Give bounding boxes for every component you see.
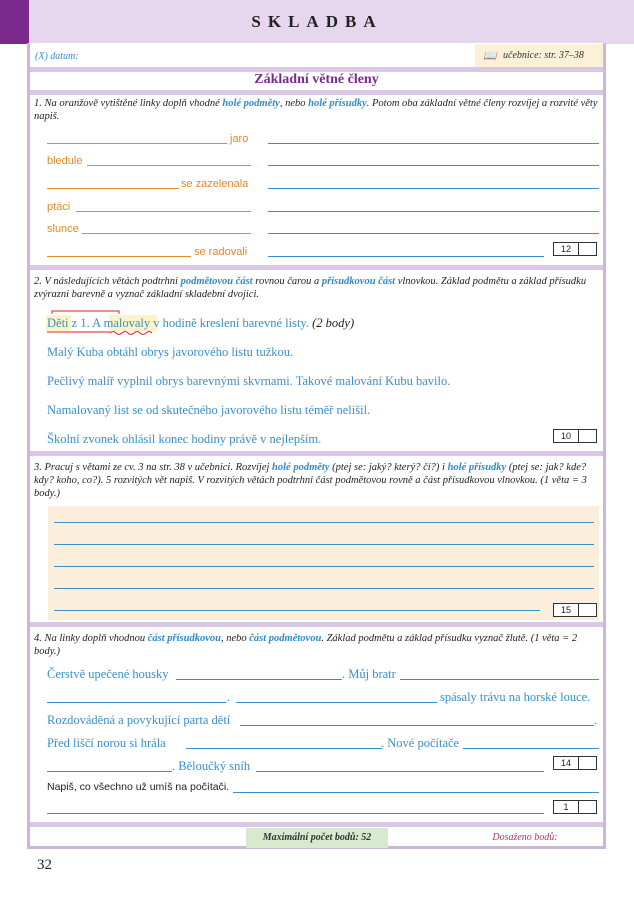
answer-line[interactable] [186, 748, 382, 749]
answer-line[interactable] [240, 725, 594, 726]
answer-line[interactable] [47, 813, 544, 814]
divider [30, 265, 603, 270]
wavy-underline [110, 332, 152, 335]
page-header [0, 0, 634, 44]
answer-line[interactable] [47, 143, 227, 144]
divider [30, 622, 603, 627]
answer-line[interactable] [54, 544, 594, 545]
task-2-instructions: 2. V následujících větách podtrhni podmětovou část rovnou čarou a přísudkovou část vlnovkou. Základ podmětu a základ přísudku zvýrazni barevně a vyznač základní skladební dvojici. [34, 276, 587, 300]
answer-line[interactable] [233, 792, 599, 793]
score-box[interactable]: 10 [553, 429, 597, 443]
sentence-part: Před liščí norou si hrála [47, 736, 166, 750]
task-4-instructions: 4. Na linky doplň vhodnou část přísudkovou, nebo část podmětovou. Základ podmětu a základ přísudku vyznač žlutě. (1 věta = 2 body.) [34, 633, 578, 657]
answer-line[interactable] [268, 143, 599, 144]
sentence[interactable]: Malý Kuba obtáhl obrys javorového listu tužkou. [47, 345, 294, 359]
score-box[interactable]: 12 [553, 242, 597, 256]
writing-area [48, 506, 599, 620]
answer-line[interactable] [268, 165, 599, 166]
answer-line[interactable] [54, 588, 594, 589]
sentence[interactable]: Školní zvonek ohlásil konec hodiny právě v nejlepším. [47, 432, 322, 446]
section-title: Základní větné členy [254, 72, 379, 87]
answer-line[interactable] [76, 211, 251, 212]
answer-line[interactable] [47, 188, 179, 189]
divider [30, 90, 603, 95]
answer-line[interactable] [47, 702, 226, 703]
given-word: bledule [47, 155, 83, 167]
footer [30, 828, 603, 848]
textbook-reference [475, 44, 603, 68]
score-box[interactable]: 15 [553, 603, 597, 617]
info-row [30, 44, 603, 68]
sentence-part: . Můj bratr [342, 667, 396, 681]
answer-line[interactable] [463, 748, 599, 749]
date-label: (X) datum: [35, 51, 79, 62]
example-sentence: Děti z 1. A malovaly v hodině kreslení barevné listy. (2 body) [47, 316, 355, 330]
answer-line[interactable] [268, 188, 599, 189]
divider [30, 822, 603, 827]
sentence-part: . [594, 713, 598, 727]
answer-line[interactable] [236, 702, 437, 703]
book-icon: 📖 [483, 50, 497, 62]
sentence-part: Rozdováděná a povykující parta dětí [47, 713, 231, 727]
answer-line[interactable] [87, 165, 251, 166]
task-3-instructions: 3. Pracuj s větami ze cv. 3 na str. 38 v učebnici. Rozvíjej holé podměty (ptej se: jaký? který? čí?) i holé přísudky (ptej se: jak? kde? kdy? koho, co?). 5 rozvitých vět napiš. V rozvitých větách podtrhni část podmětovou rovně a část přísudkovou vlnovkou. (1 věta = 3 body.) [34, 462, 587, 499]
page-title: SKLADBA [251, 12, 383, 31]
sentence-part: . Běloučký sníh [172, 759, 251, 773]
answer-line[interactable] [54, 566, 594, 567]
given-word: se radovali [194, 246, 248, 258]
pair-bracket [52, 311, 119, 314]
sentence[interactable]: Pečlivý malíř vyplnil obrys barevnými skvrnami. Takové malování Kubu bavilo. [47, 374, 451, 388]
page-number: 32 [37, 857, 52, 873]
achieved-points[interactable]: Dosaženo bodů: [492, 832, 558, 843]
task-1-instructions: 1. Na oranžově vytištěné linky doplň vhodné holé podměty, nebo holé přísudky. Potom oba základní větné členy rozvíjej a rozvité věty napiš. [34, 98, 598, 122]
given-word: jaro [230, 133, 249, 145]
sentence-part: spásaly trávu na horské louce. [440, 690, 591, 704]
textbook-pages: učebnice: str. 37–38 [503, 50, 584, 61]
given-word: ptáci [47, 201, 71, 213]
extra-task: Napiš, co všechno už umíš na počítači. [47, 781, 230, 793]
sentence-part: . Nové počítače [381, 736, 460, 750]
answer-line[interactable] [400, 679, 599, 680]
sentence-part: . [227, 690, 231, 704]
answer-line[interactable] [256, 771, 544, 772]
given-word: se zazelenala [181, 178, 249, 190]
score-box[interactable]: 1 [553, 800, 597, 814]
answer-line[interactable] [47, 256, 191, 257]
answer-line[interactable] [176, 679, 342, 680]
sentence[interactable]: Namalovaný list se od skutečného javorového listu téměř nelišil. [47, 403, 371, 417]
answer-line[interactable] [268, 256, 544, 257]
answer-line[interactable] [82, 233, 251, 234]
max-points: Maximální počet bodů: 52 [246, 828, 388, 848]
answer-line[interactable] [268, 233, 599, 234]
given-word: slunce [47, 223, 79, 235]
score-box[interactable]: 14 [553, 756, 597, 770]
answer-line[interactable] [54, 610, 540, 611]
sentence-part: Čerstvě upečené housky [47, 667, 169, 681]
answer-line[interactable] [268, 211, 599, 212]
divider [30, 451, 603, 456]
answer-line[interactable] [47, 771, 172, 772]
answer-line[interactable] [54, 522, 594, 523]
